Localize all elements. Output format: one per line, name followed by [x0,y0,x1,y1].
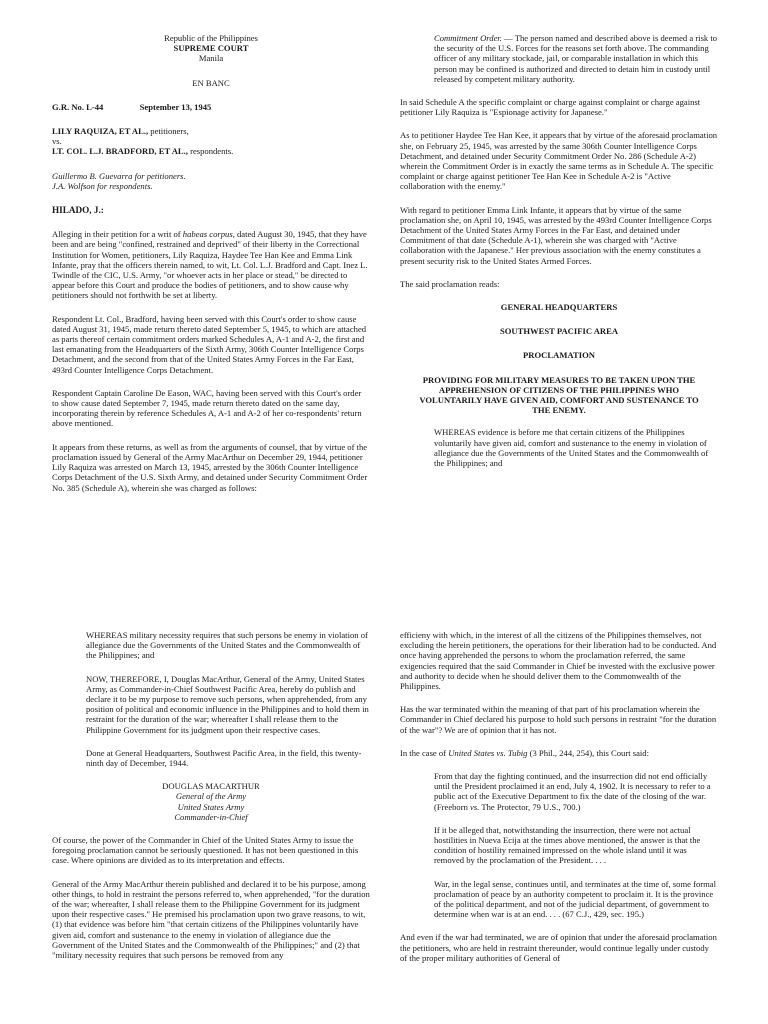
paragraph: Has the war terminated within the meaning of that part of his proclamation wherein the Commander in Chief declared his purpose to hold such persons in restraint "for the duration of the war"? We are of opinion that it has not. [400,704,717,735]
commitment-order-quote [434,33,718,84]
text-run: (3 Phil., 244, 254), this Court said: [527,747,649,758]
text-run: — The person named and described above is deemed a risk to the security of the U.S. Forces for the reasons set forth above. The commanding officer of any military stockade, jail, or comparable installation in which this person may be confined is authorized and directed to detain him in custody until released by competent military authority. [434,33,718,84]
page1-left-column [52,33,370,506]
italic-run: United States vs. Tubig [448,747,528,758]
italic-run: habeas corpus [182,229,233,240]
text-run: In the case of [400,747,449,758]
text-run: , dated August 30, 1945, that they have been and are being "confined, restrained and deprived" of their liberty in the Correctional Institution for Women, petitioners, Lily Raquiza, Haydee Tee Han Kee and Emma Link Infante, pray that the officers therein named, to wit, Lt. Col. L.J. Bradford and Capt. Inez L. Twindle of the CIC, U.S. Army, "or whoever acts in her place or stead," be directed to appear before this Court and produce the bodies of petitioners, and to show cause why petitioners should not forthwith be set at liberty. [52,229,368,301]
document-page-2 [0,620,768,1024]
respondent-role: respondents. [187,146,234,157]
en-banc-label: EN BANC [192,77,230,88]
court-city: Manila [198,53,224,64]
paragraph: It appears from these returns, as well as from the arguments of counsel, that by virtue of the proclamation issued by General of the Army MacArthur on December 29, 1944, petitioner Lily Raquiza was arrested on March 13, 1945, arrested by the 306th Counter Intelligence Corps Detachment of the U.S. Sixth Army, and detained under Security Commitment Order No. 385 (Schedule A), wherein she was charged as follows: [52,441,368,493]
respondent-name: LT. COL. L.J. BRADFORD, ET AL., [52,146,188,157]
text-run: The Protector, 79 U.S., 700.) [479,801,581,812]
case-parties [52,126,370,157]
proclamation-now-therefore: NOW, THEREFORE, I, Douglas MacArthur, General of the Army, United States Army, as Commander-in-Chief Southwest Pacific Area, hereby do publish and declare it to be my purpose to remove such persons, when apprehended, from any position of political and economic influence in the Philippines and to hold them in restraint for the duration of the war; whereafter I shall release them to the Philippine Government for its judgment upon their respective cases. [86,673,369,735]
paragraph: With regard to petitioner Emma Link Infante, it appears that by virtue of the same proclamation she, on April 10, 1945, was arrested by the 493rd Counter Intelligence Corps Detachment of the United States Army Forces in the Far East, and detained under Commitment of that date (Schedule A-1), wherein she was charged with "Active collaboration with the Japanese." Her previous association with the enemy constitutes a present security risk to the United States Armed Forces. [400,204,712,266]
versus-label: vs. [52,136,62,147]
block-quote [434,771,718,812]
paragraph [52,229,370,300]
text-run: Alleging in their petition for a writ of [52,229,183,240]
paragraph: In said Schedule A the specific complaint or charge against complaint or charge against petitioner Lily Raquiza is "Espionage activity for Japanese." [400,97,701,118]
signatory-name: DOUGLAS MACARTHUR [162,781,260,792]
paragraph: Of course, the power of the Commander in Chief of the United States Army to issue the foregoing proclamation cannot be seriously questioned. It has not been questioned in this case. Where opinions are divided as to its interpretation and effects. [52,835,359,866]
text-run: From that day the fighting continued, and the insurrection did not end officially until the President proclaimed it an end, July 4, 1902. It is necessary to refer to a public act of the Executive Department to fix the date of the closing of the war. (Freeborn [434,771,711,812]
italic-run: vs. [470,801,480,812]
case-number-line [52,102,370,112]
counsel-block [52,171,370,191]
proclamation-heading-area: SOUTHWEST PACIFIC AREA [499,326,619,337]
proclamation-heading: PROCLAMATION [523,350,595,361]
paragraph [400,748,718,758]
signatory-title: Commander-in-Chief [174,811,248,822]
paragraph: The said proclamation reads: [400,278,500,289]
ponente: HILADO, J.: [52,205,104,216]
signatory-title: United States Army [177,801,245,812]
petitioner-role: petitioners, [148,126,189,137]
page2-right-column [400,630,718,976]
italic-run: Commitment Order. [434,33,502,43]
block-quote: War, in the legal sense, continues until, and terminates at the time of, some formal proclamation of peace by an authority competent to proclaim it. It is the province of the political department, and not of the judicial department, of government to determine when war is at an end. . . . (67 C.J., 429, sec. 195.) [434,878,716,920]
proclamation-heading-hq: GENERAL HEADQUARTERS [500,302,618,313]
page2-left-column [52,630,370,973]
proclamation-done: Done at General Headquarters, Southwest Pacific Area, in the field, this twenty-ninth day of December, 1944. [86,747,362,769]
decision-date: September 13, 1945 [139,101,212,112]
counsel-petitioners: Guillermo B. Guevarra for petitioners. [52,170,186,181]
paragraph: And even if the war had terminated, we are of opinion that under the aforesaid proclamation the petitioners, who are held in restraint thereunder, would continue legally under custody of the proper military authorities of General of [400,932,717,963]
gr-number: G.R. No. L-44 [52,101,104,112]
paragraph: Respondent Captain Caroline De Eason, WAC, having been served with this Court's order to show cause dated September 7, 1945, made return thereto dated on the same day, incorporating therein by reference Schedules A, A-1 and A-2 of her co-respondents' return above mentioned. [52,387,362,429]
paragraph: General of the Army MacArthur therein published and declared it to be his purpose, among other things, to hold in restraint the persons referred to, when apprehended, "for the duration of the war; whereafter, I shall release them to the Philippine Government for its judgment upon their respective cases." He premised his proclamation upon two grave reasons, to wit, (1) that evidence was before him "that certain citizens of the Philippines voluntarily have given aid, comfort and sustenance to the enemy in violation of allegiance due the Government of the United States and the Commonwealth of the Philippines;" and (2) that "military necessity requires that such persons be removed from any [52,878,370,961]
paragraph: Respondent Lt. Col., Bradford, having been served with this Court's order to show cause dated August 31, 1945, made return thereto dated September 5, 1945, to which are attached as parts thereof certain commitment orders marked Schedules A, A-1 and A-2, the first and last emanating from the Headquarters of the Sixth Army, 306th Counter Intelligence Corps Detachment, and the second from that of the United States Army Forces in the Far East, 493rd Counter Intelligence Corps Detachment. [52,313,367,375]
signatory-title: General of the Army [175,791,247,802]
counsel-respondents: J.A. Wolfson for respondents. [52,180,153,191]
signature-block [52,781,370,822]
proclamation-whereas: WHEREAS military necessity requires that such persons be enemy in violation of allegiance due the Governments of the United States and the Commonwealth of the Philippines; and [86,630,368,661]
page1-right-column [400,33,718,481]
proclamation-title: PROVIDING FOR MILITARY MEASURES TO BE TAKEN UPON THE APPREHENSION OF CITIZENS OF THE PHILIPPINES WHO VOLUNTARILY HAVE GIVEN AID, COMFORT AND SUSTENANCE TO THE ENEMY. [419,374,699,416]
petitioner-name: LILY RAQUIZA, ET AL., [52,126,149,137]
court-name: SUPREME COURT [173,43,249,54]
block-quote: If it be alleged that, notwithstanding the insurrection, there were not actual hostilities in Nueva Ecija at the times above mentioned, the answer is that the condition of hostility remained impressed on the whole island until it was removed by the proclamation of the President. . . . [434,824,701,866]
republic-line: Republic of the Philippines [164,33,258,43]
paragraph: efficieny with which, in the interest of all the citizens of the Philippines themselves, not excluding the herein petitioners, the operations for their liberation had to be conducted. And once having apprehended the persons to whom the proclamation referred, the same exigencies required that the said Commander in Chief be invested with the exclusive power and authority to decide when he should deliver them to the Commonwealth of the Philippines. [400,630,717,692]
proclamation-whereas: WHEREAS evidence is before me that certain citizens of the Philippines voluntarily have given aid, comfort and sustenance to the enemy in violation of allegiance due the Governments of the United States and the Commonwealth of the Philippines; and [434,427,709,469]
paragraph: As to petitioner Haydee Tee Han Kee, it appears that by virtue of the aforesaid proclamation she, on February 25, 1945, was arrested by the same 306th Counter Intelligence Corps Detachment, and detained under Security Commitment Order No. 286 (Schedule A-2) wherein the Commitment Order is in exactly the same terms as in Schedule A. The specific complaint or charge against petitioner Tee Han Kee in Schedule A-2 is "Active collaboration with the enemy." [400,130,718,192]
